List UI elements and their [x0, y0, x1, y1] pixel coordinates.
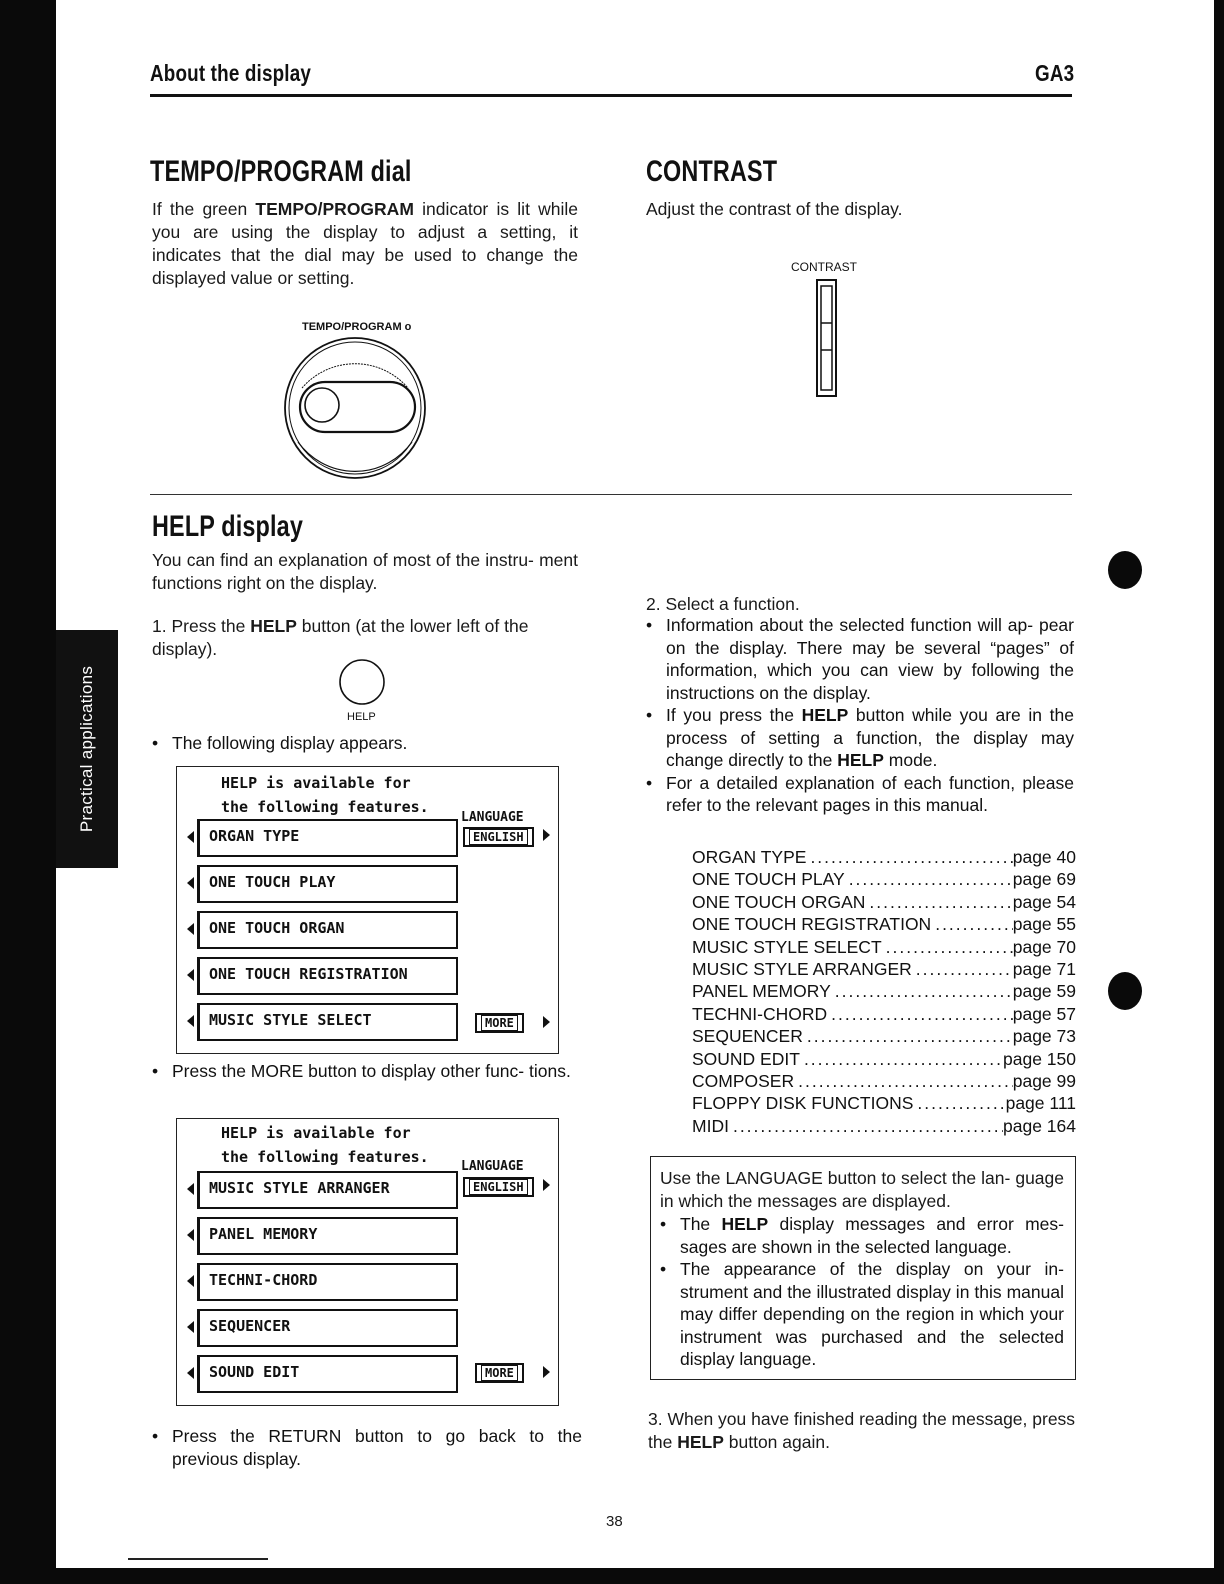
page-index-row: PANEL MEMORY ..... page 59: [692, 980, 1076, 1002]
contrast-heading: CONTRAST: [646, 155, 778, 188]
section-tab-label: Practical applications: [77, 665, 96, 833]
arrow-left-icon: [187, 1321, 194, 1333]
contrast-label: CONTRAST: [791, 260, 857, 274]
help-intro: You can find an explanation of most of the instru- ment functions right on the display.: [152, 550, 578, 593]
lcd2-language-label: LANGUAGE: [461, 1159, 524, 1174]
lcd2-item-4[interactable]: SEQUENCER: [187, 1309, 461, 1347]
lcd2-item-2[interactable]: PANEL MEMORY: [187, 1217, 461, 1255]
help-step-1: 1. Press the HELP button (at the lower left of the display).: [152, 616, 529, 659]
lcd1-item-1[interactable]: ORGAN TYPE: [187, 819, 461, 857]
page-index-row: ONE TOUCH PLAY ..... page 69: [692, 868, 1076, 890]
lcd2-language-arrow-icon: [543, 1179, 550, 1191]
language-note-text: Use the LANGUAGE button to select the lan- guage in which the messages are displayed.: [660, 1168, 1064, 1211]
page-index-row: FLOPPY DISK FUNCTIONS ..... page 111: [692, 1092, 1076, 1114]
arrow-left-icon: [187, 1015, 194, 1027]
page-index-row: MIDI ..... page 164: [692, 1115, 1076, 1137]
note-bullet-2: • The appearance of the display on your in- strument and the illustrated display in this manual may differ depending on the region in which your instrument was purchased and the selected display language.: [656, 1258, 1064, 1371]
lcd1-item-2[interactable]: ONE TOUCH PLAY: [187, 865, 461, 903]
section-tab: [56, 630, 118, 868]
tempo-text: If the green TEMPO/PROGRAM indicator is lit while you are using the display to adjust a setting, it indicates that the dial may be used to change the displayed value or setting.: [152, 199, 579, 288]
lcd1-language-arrow-icon: [543, 829, 550, 841]
page-index-row: MUSIC STYLE ARRANGER ..... page 71: [692, 958, 1076, 980]
lcd2-language-button[interactable]: ENGLISH: [463, 1177, 534, 1197]
page-index-row: MUSIC STYLE SELECT ..... page 70: [692, 936, 1076, 958]
tempo-dial-label: TEMPO/PROGRAM o: [302, 321, 412, 333]
lcd1-more-button[interactable]: MORE: [475, 1013, 524, 1033]
page-index-row: ONE TOUCH ORGAN ..... page 54: [692, 891, 1076, 913]
language-note-box: [650, 1156, 1076, 1380]
binder-hole-mark: [1108, 972, 1142, 1010]
help-step-2: 2. Select a function.: [646, 594, 800, 614]
help-bullet-more: • Press the MORE button to display other func- tions.: [148, 1060, 580, 1083]
arrow-left-icon: [187, 969, 194, 981]
step2-bullet-1: • Information about the selected function will ap- pear on the display. There may be several “pages” of information, which you can view by following the instructions on the display.: [642, 614, 1074, 704]
arrow-left-icon: [187, 831, 194, 843]
header-model: GA3: [1035, 60, 1075, 86]
page-index-row: ONE TOUCH REGISTRATION ..... page 55: [692, 913, 1076, 935]
lcd1-item-5[interactable]: MUSIC STYLE SELECT: [187, 1003, 461, 1041]
arrow-left-icon: [187, 877, 194, 889]
lcd2-item-3[interactable]: TECHNI-CHORD: [187, 1263, 461, 1301]
language-note-bullets: [656, 1213, 1064, 1371]
scan-border-right: [1214, 0, 1224, 1584]
page-index-row: COMPOSER ..... page 99: [692, 1070, 1076, 1092]
step2-bullet-2: • If you press the HELP button while you are in the process of setting a function, the display may change directly to the HELP mode.: [642, 704, 1074, 772]
lcd2-line-2: the following features.: [221, 1148, 429, 1166]
lcd1-line-2: the following features.: [221, 798, 429, 816]
lcd2-line-1: HELP is available for: [221, 1124, 411, 1142]
lcd2-more-arrow-icon: [543, 1366, 550, 1378]
lcd2-more-button[interactable]: MORE: [475, 1363, 524, 1383]
lcd-screen-2: [176, 1118, 559, 1406]
arrow-left-icon: [187, 1183, 194, 1195]
arrow-left-icon: [187, 1275, 194, 1287]
page-index-row: ORGAN TYPE ..... page 40: [692, 846, 1076, 868]
footer-rule: [128, 1558, 268, 1560]
help-step-3: 3. When you have finished reading the message, press the HELP button again.: [648, 1409, 1076, 1452]
page-index-row: SOUND EDIT ..... page 150: [692, 1048, 1076, 1070]
lcd1-line-1: HELP is available for: [221, 774, 411, 792]
lcd2-item-5[interactable]: SOUND EDIT: [187, 1355, 461, 1393]
help-heading: HELP display: [152, 510, 303, 543]
help-button[interactable]: [338, 658, 386, 706]
tempo-dial-icon: [280, 330, 430, 500]
lcd-screen-1: [176, 766, 559, 1054]
section-divider: [150, 494, 1072, 495]
arrow-left-icon: [187, 1367, 194, 1379]
lcd1-more-arrow-icon: [543, 1016, 550, 1028]
header-rule: [150, 94, 1072, 97]
lcd1-item-3[interactable]: ONE TOUCH ORGAN: [187, 911, 461, 949]
header-title: About the display: [150, 60, 312, 86]
help-step-2-bullets: [642, 614, 1074, 817]
lcd1-language-button[interactable]: ENGLISH: [463, 827, 534, 847]
lcd1-language-label: LANGUAGE: [461, 810, 524, 825]
help-bullet-return: • Press the RETURN button to go back to the previous display.: [148, 1425, 582, 1470]
page-index-row: TECHNI-CHORD ..... page 57: [692, 1003, 1076, 1025]
help-bullet-display: • The following display appears.: [148, 732, 578, 755]
binder-hole-mark: [1108, 551, 1142, 589]
arrow-left-icon: [187, 1229, 194, 1241]
help-button-label: HELP: [347, 711, 376, 723]
function-page-index: [692, 846, 1076, 1137]
tempo-heading: TEMPO/PROGRAM dial: [150, 155, 412, 188]
step2-bullet-3: • For a detailed explanation of each function, please refer to the relevant pages in this manual.: [642, 772, 1074, 817]
scan-border-bottom: [0, 1568, 1224, 1584]
contrast-text: Adjust the contrast of the display.: [646, 199, 903, 219]
contrast-slider[interactable]: [815, 278, 839, 400]
page-index-row: SEQUENCER ..... page 73: [692, 1025, 1076, 1047]
note-bullet-1: • The HELP display messages and error mes- sages are shown in the selected language.: [656, 1213, 1064, 1258]
scan-border-left: [0, 0, 56, 1584]
lcd2-item-1[interactable]: MUSIC STYLE ARRANGER: [187, 1171, 461, 1209]
page-number: 38: [606, 1513, 623, 1530]
lcd1-item-4[interactable]: ONE TOUCH REGISTRATION: [187, 957, 461, 995]
arrow-left-icon: [187, 923, 194, 935]
